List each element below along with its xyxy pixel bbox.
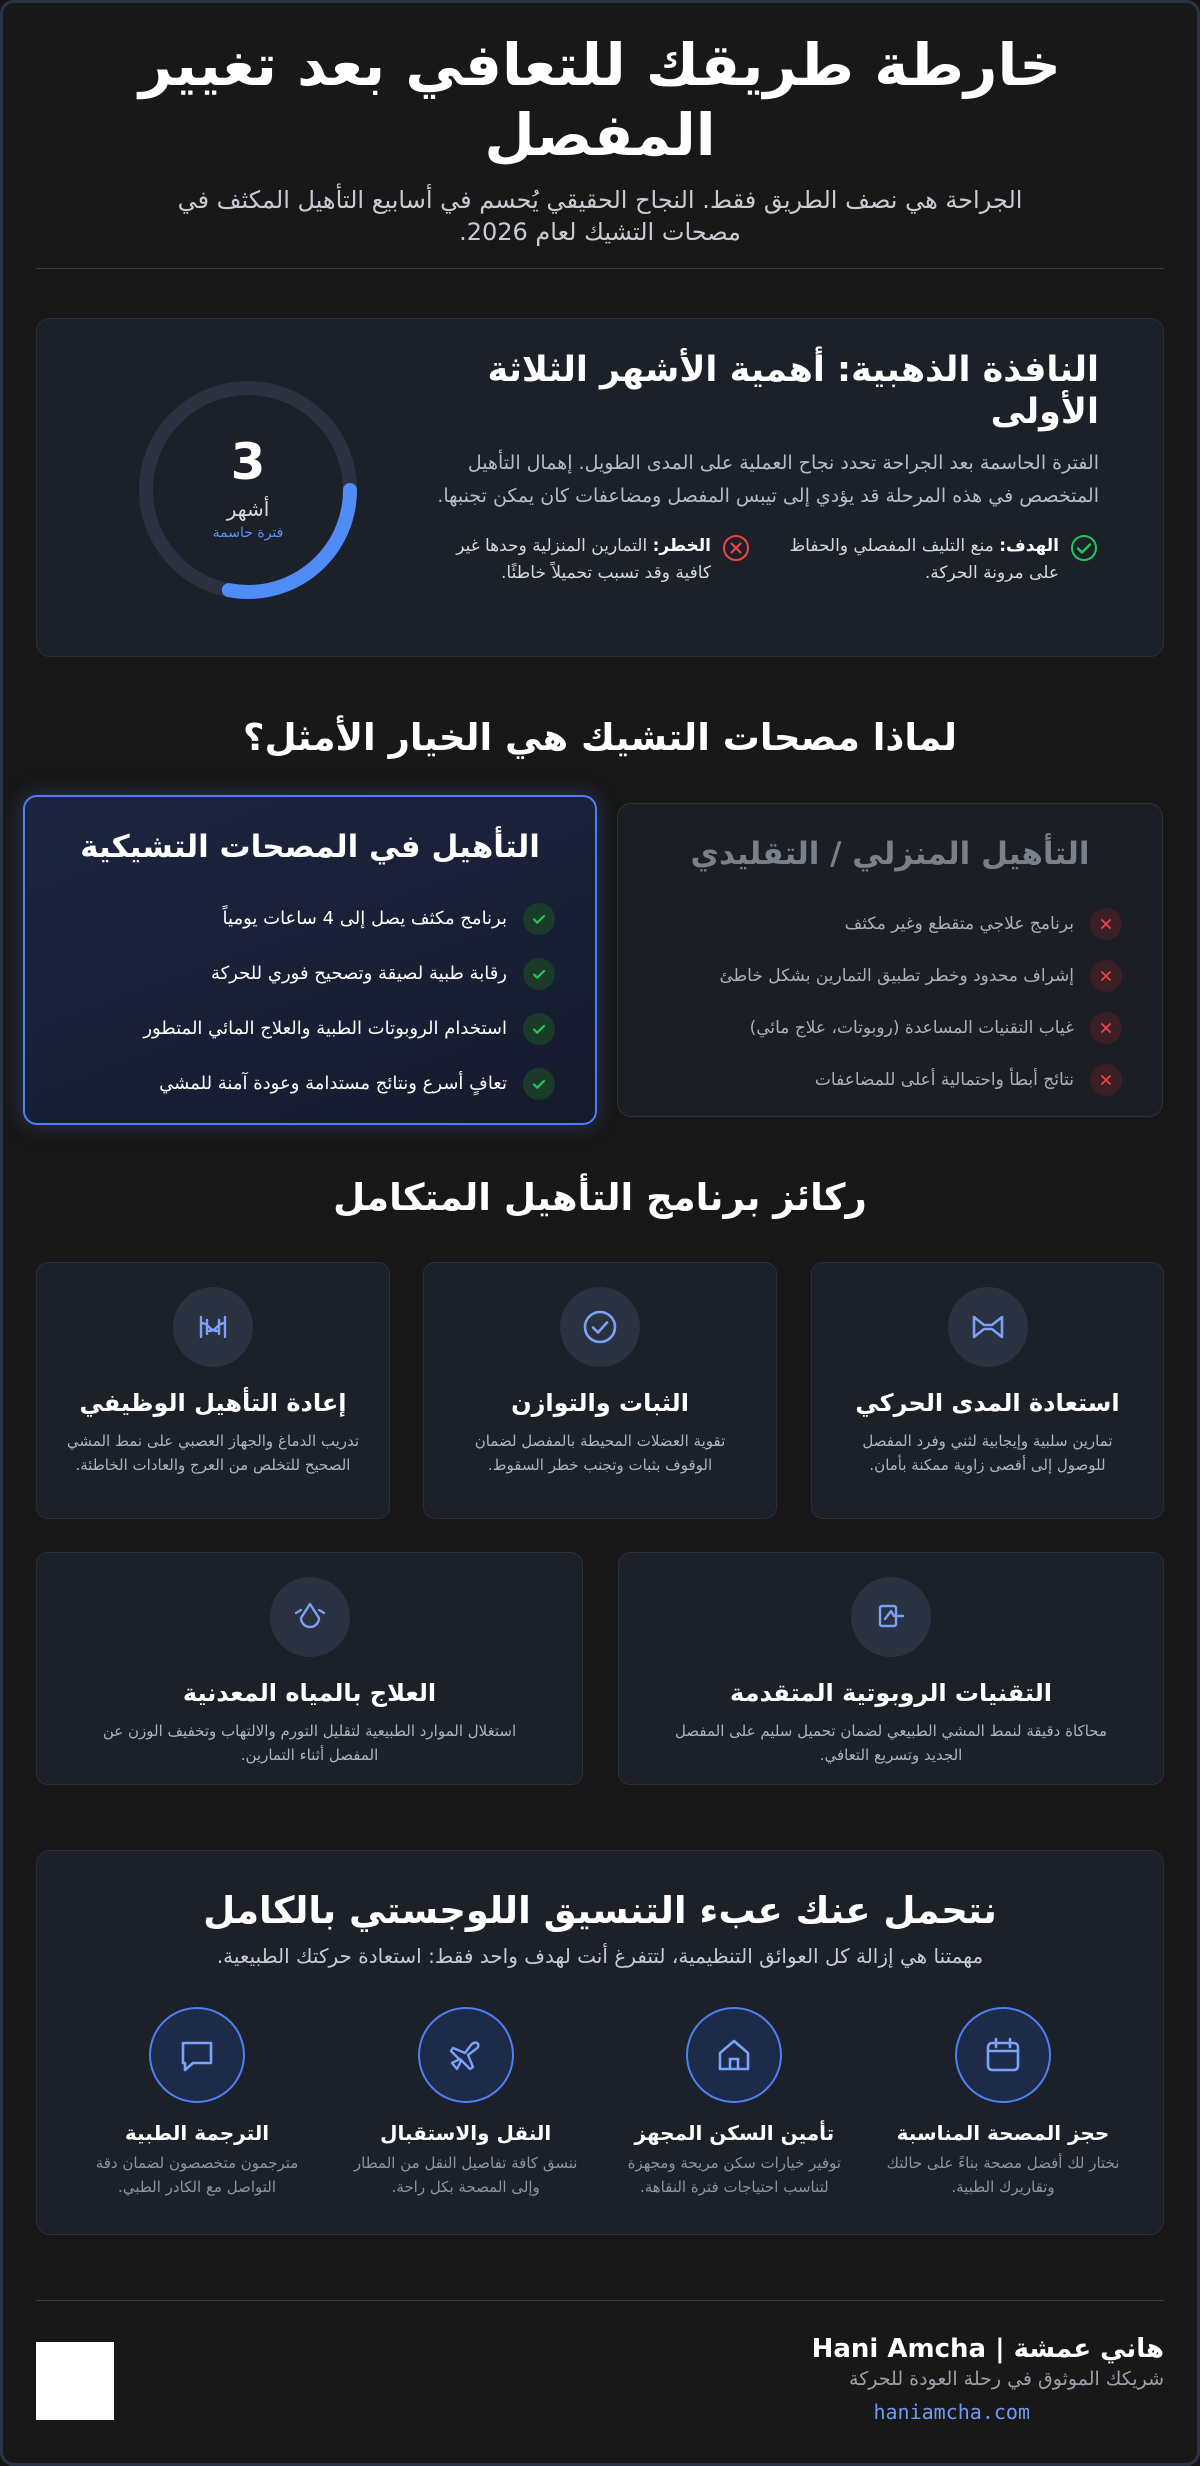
clinic-item-text: رقابة طبية لصيقة وتصحيح فوري للحركة xyxy=(210,963,507,984)
list-item xyxy=(25,1001,555,1056)
pillar-title: الثبات والتوازن xyxy=(511,1389,689,1417)
three-months-ring xyxy=(133,375,363,605)
clinic-item-text: برنامج مكثف يصل إلى 4 ساعات يومياً xyxy=(222,908,507,929)
home-item-text: برنامج علاجي متقطع وغير مكثف xyxy=(844,914,1074,934)
qr-code xyxy=(36,2342,114,2420)
check-icon xyxy=(523,958,555,990)
x-icon xyxy=(1090,908,1122,940)
goal-point xyxy=(779,533,1099,587)
logistics-card xyxy=(36,1850,1164,2235)
step-text: ننسق كافة تفاصيل النقل من المطار وإلى المصحة بكل راحة. xyxy=(353,2154,578,2196)
footer-name: هاني عمشة | Hani Amcha xyxy=(811,2334,1164,2364)
step-title: تأمين السكن المجهز xyxy=(634,2121,835,2145)
pillar-text: تدريب الدماغ والجهاز العصبي على نمط المشي الصحيح للتخلص من العرج والعادات الخاطئة. xyxy=(66,1432,360,1474)
ring-number: 3 xyxy=(230,433,266,491)
footer-divider xyxy=(36,2300,1164,2301)
home-rehab-card xyxy=(617,803,1163,1117)
step-text: نختار لك أفضل مصحة بناءً على حالتك وتقاريرك الطبية. xyxy=(886,2154,1120,2196)
clinic-rehab-title: التأهيل في المصحات التشيكية xyxy=(80,829,540,865)
pillar-text: محاكاة دقيقة لنمط المشي الطبيعي لضمان تحميل سليم على المفصل الجديد وتسريع التعافي. xyxy=(675,1722,1107,1764)
golden-window-title: النافذة الذهبية: أهمية الأشهر الثلاثة الأولى xyxy=(487,350,1099,432)
step-text: مترجمون متخصصون لضمان دقة التواصل مع الكادر الطبي. xyxy=(95,2154,299,2196)
x-icon xyxy=(1090,960,1122,992)
pillar-card xyxy=(423,1262,777,1519)
clinic-rehab-card xyxy=(23,795,597,1125)
hero xyxy=(36,30,1164,248)
page-title: خارطة طريقك للتعافي بعد تغيير المفصل xyxy=(138,31,1062,169)
pillar-text: تمارين سلبية وإيجابية لثني وفرد المفصل للوصول إلى أقصى زاوية ممكنة بأمان. xyxy=(862,1432,1113,1474)
pillar-card xyxy=(36,1552,583,1785)
golden-window-body: الفترة الحاسمة بعد الجراحة تحدد نجاح العملية على المدى الطويل. إهمال التأهيل المتخصص في هذه المرحلة قد يؤدي إلى تيبس المفصل ومضاعفات كان يمكن تجنبها. xyxy=(437,452,1099,507)
list-item xyxy=(25,891,555,946)
pillar-title: العلاج بالمياه المعدنية xyxy=(182,1679,437,1707)
check-circle-icon xyxy=(1069,533,1099,563)
risk-text: التمارين المنزلية وحدها غير كافية وقد تسبب تحميلاً خاطئًا. xyxy=(456,536,711,583)
risk-label: الخطر: xyxy=(652,536,711,556)
list-item xyxy=(618,950,1122,1002)
pillar-title: إعادة التأهيل الوظيفي xyxy=(79,1389,347,1417)
pillar-card xyxy=(36,1262,390,1519)
step-text: توفير خيارات سكن مريحة ومجهزة لتناسب احتياجات فترة النقاهة. xyxy=(627,2154,842,2196)
robotics-icon xyxy=(851,1577,931,1657)
divider xyxy=(36,268,1164,269)
check-icon xyxy=(523,1013,555,1045)
x-icon xyxy=(1090,1012,1122,1044)
logistics-step xyxy=(77,2007,317,2199)
home-icon xyxy=(686,2007,782,2103)
x-circle-icon xyxy=(721,533,751,563)
list-item xyxy=(25,946,555,1001)
logistics-title: نتحمل عنك عبء التنسيق اللوجستي بالكامل xyxy=(203,1889,997,1932)
logistics-step xyxy=(346,2007,586,2199)
ring-caption: فترة حاسمة xyxy=(212,525,284,541)
x-icon xyxy=(1090,1064,1122,1096)
list-item xyxy=(618,1054,1122,1106)
logistics-subtitle: مهمتنا هي إزالة كل العوائق التنظيمية، لتتفرغ أنت لهدف واحد فقط: استعادة حركتك الطبيعية. xyxy=(216,1944,984,1968)
gait-training-icon xyxy=(173,1287,253,1367)
pillars-title: ركائز برنامج التأهيل المتكامل xyxy=(333,1176,867,1219)
home-item-text: نتائج أبطأ واحتمالية أعلى للمضاعفات xyxy=(814,1070,1074,1090)
chat-bubble-icon xyxy=(149,2007,245,2103)
balance-check-icon xyxy=(560,1287,640,1367)
calendar-icon xyxy=(955,2007,1051,2103)
range-of-motion-icon xyxy=(948,1287,1028,1367)
ring-unit: أشهر xyxy=(226,497,270,521)
clinic-item-text: استخدام الروبوتات الطبية والعلاج المائي المتطور xyxy=(143,1018,507,1039)
mineral-water-icon xyxy=(270,1577,350,1657)
clinic-item-text: تعافٍ أسرع ونتائج مستدامة وعودة آمنة للمشي xyxy=(159,1073,507,1094)
home-item-text: غياب التقنيات المساعدة (روبوتات، علاج مائي) xyxy=(749,1018,1074,1038)
goal-text: منع التليف المفصلي والحفاظ على مرونة الحركة. xyxy=(789,536,1059,583)
check-icon xyxy=(523,903,555,935)
footer-tagline: شريكك الموثوق في رحلة العودة للحركة xyxy=(849,2368,1164,2390)
home-rehab-title: التأهيل المنزلي / التقليدي xyxy=(690,836,1090,872)
footer-link[interactable]: haniamcha.com xyxy=(873,2400,1030,2424)
list-item xyxy=(618,1002,1122,1054)
logistics-step xyxy=(614,2007,854,2199)
step-title: الترجمة الطبية xyxy=(124,2121,270,2145)
pillar-card xyxy=(811,1262,1164,1519)
list-item xyxy=(25,1056,555,1111)
logistics-step xyxy=(883,2007,1123,2199)
pillar-text: استغلال الموارد الطبيعية لتقليل التورم والالتهاب وتخفيف الوزن عن المفصل أثناء التمارين. xyxy=(102,1722,517,1764)
step-title: النقل والاستقبال xyxy=(380,2121,552,2145)
page-subtitle: الجراحة هي نصف الطريق فقط. النجاح الحقيقي يُحسم في أسابيع التأهيل المكثف في مصحات التشيك لعام 2026. xyxy=(177,186,1023,246)
golden-window-card xyxy=(36,318,1164,657)
plane-icon xyxy=(418,2007,514,2103)
pillar-title: التقنيات الروبوتية المتقدمة xyxy=(730,1679,1052,1707)
list-item xyxy=(618,898,1122,950)
pillar-text: تقوية العضلات المحيطة بالمفصل لضمان الوقوف بثبات وتجنب خطر السقوط. xyxy=(474,1432,726,1474)
risk-point xyxy=(431,533,751,587)
step-title: حجز المصحة المناسبة xyxy=(896,2121,1110,2145)
why-title: لماذا مصحات التشيك هي الخيار الأمثل؟ xyxy=(242,716,958,759)
check-icon xyxy=(523,1068,555,1100)
home-item-text: إشراف محدود وخطر تطبيق التمارين بشكل خاطئ xyxy=(719,966,1074,986)
pillar-title: استعادة المدى الحركي xyxy=(855,1389,1120,1417)
goal-label: الهدف: xyxy=(999,536,1059,556)
pillar-card xyxy=(618,1552,1164,1785)
